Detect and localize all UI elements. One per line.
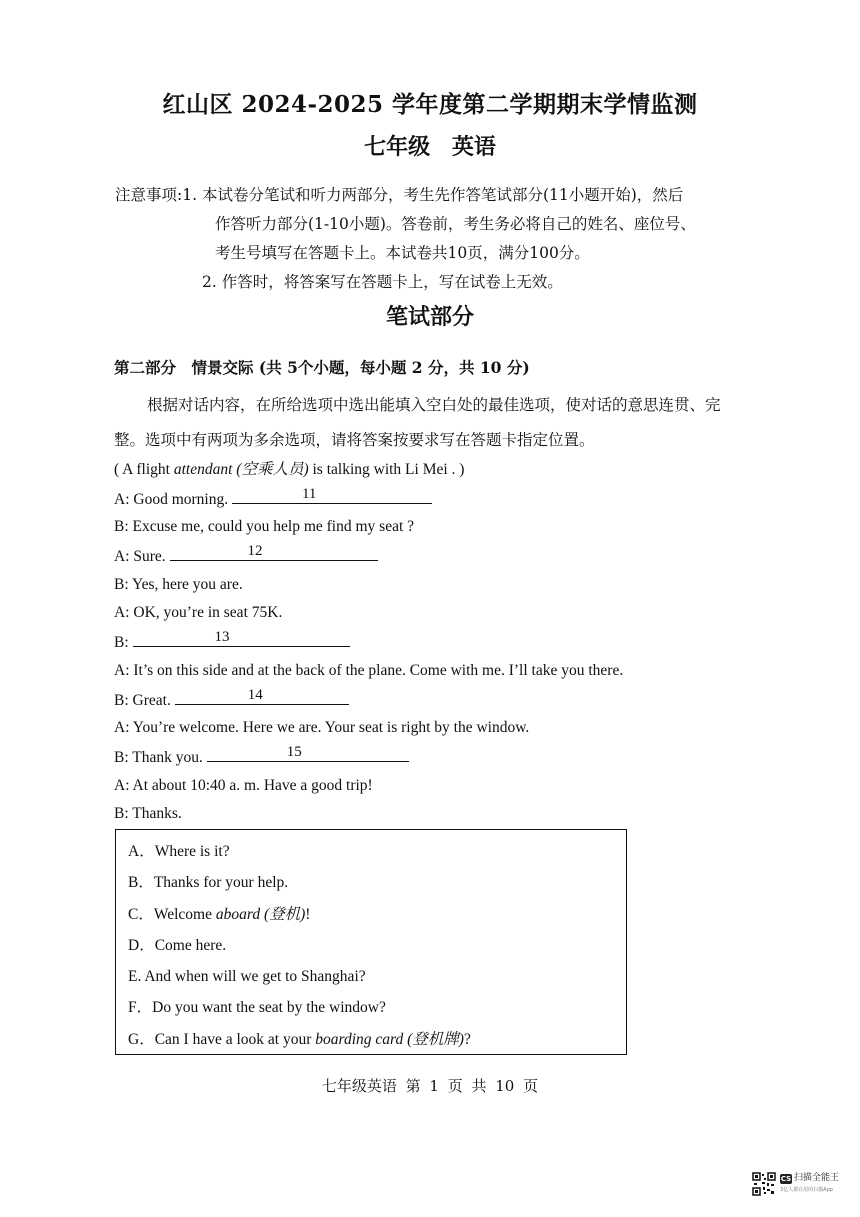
- dialogue-line: [114, 714, 754, 743]
- dialogue-context: [114, 456, 754, 485]
- dialogue-text: B: Thank you.: [114, 748, 207, 766]
- option-e: E. And when will we get to Shanghai?: [128, 968, 366, 986]
- option-a: A．Where is it?: [128, 843, 230, 860]
- blank-number: 13: [214, 629, 230, 646]
- answer-blank: [232, 485, 432, 504]
- option-g-term: boarding card (登机牌): [315, 1030, 464, 1048]
- dialogue: [114, 456, 754, 829]
- blank-number: 15: [286, 743, 302, 760]
- dialogue-text: A: You’re welcome. Here we are. Your seat is right by the window.: [114, 719, 530, 737]
- scanner-app-name: 扫描全能王: [794, 1173, 840, 1183]
- dialogue-text: A: OK, you’re in seat 75K.: [114, 604, 283, 622]
- exam-subtitle: 七年级 英语: [364, 134, 496, 160]
- dialogue-lines: [114, 485, 754, 829]
- blank-number: 14: [247, 686, 263, 703]
- page-footer: 七年级英语 第 1 页 共 10 页: [321, 1077, 539, 1095]
- dialogue-line: [114, 628, 754, 657]
- dialogue-line: [114, 657, 754, 686]
- answer-blank: [133, 628, 350, 647]
- blank-number: 12: [247, 543, 263, 560]
- option-f: F．Do you want the seat by the window?: [128, 999, 386, 1017]
- context-term: attendant (空乘人员): [173, 461, 309, 478]
- dialogue-line: [114, 599, 754, 628]
- dialogue-text: B: Great.: [114, 691, 175, 709]
- dialogue-line: [114, 485, 754, 514]
- dialogue-line: [114, 686, 754, 715]
- dialogue-line: [114, 743, 754, 772]
- answer-blank: [175, 686, 349, 705]
- context-post: is talking with Li Mei . ): [308, 461, 465, 478]
- dialogue-line: [114, 542, 754, 571]
- dialogue-text: A: It’s on this side and at the back of the plane. Come with me. I’ll take you there.: [114, 661, 624, 679]
- option-c-end: !: [305, 905, 311, 923]
- notice-block: [115, 181, 755, 297]
- option-g-end: ?: [463, 1030, 471, 1048]
- scanner-app-tagline: 3亿人都在用的扫描App: [780, 1187, 833, 1193]
- option-c-text: C．Welcome: [128, 905, 216, 923]
- dialogue-text: A: At about 10:40 a. m. Have a good trip!: [114, 776, 373, 794]
- scanner-badge: [752, 1172, 844, 1198]
- dialogue-text: A: Sure.: [114, 548, 170, 566]
- dialogue-text: A: Good morning.: [114, 490, 232, 508]
- dialogue-text: B: Thanks.: [114, 805, 182, 823]
- dialogue-text: B: Excuse me, could you help me find my seat ?: [114, 518, 415, 536]
- dialogue-line: [114, 772, 754, 801]
- answer-blank: [170, 542, 378, 561]
- cs-logo-icon: CS: [780, 1175, 792, 1183]
- option-g-text: G．Can I have a look at your: [128, 1030, 316, 1048]
- option-d: D．Come here.: [128, 936, 227, 954]
- dialogue-line: [114, 571, 754, 600]
- notice-line-1: 注意事项:1. 本试卷分笔试和听力两部分，考生先作答笔试部分(11小题开始)，然后: [115, 186, 684, 204]
- qr-code-icon: [752, 1172, 776, 1196]
- option-g: [116, 1024, 626, 1055]
- option-b: B．Thanks for your help.: [128, 874, 289, 892]
- notice-line-3: 考生号填写在答题卡上。本试卷共10页，满分100分。: [215, 244, 590, 262]
- answer-blank: [207, 743, 409, 762]
- context-pre: ( A flight: [114, 461, 174, 478]
- option-c-term: aboard (登机): [215, 905, 306, 923]
- blank-number: 11: [301, 485, 317, 502]
- part-title: 第二部分 情景交际 (共 5个小题，每小题 2 分，共 10 分): [114, 358, 530, 377]
- dialogue-line: [114, 513, 754, 542]
- dialogue-text: B:: [114, 634, 133, 652]
- exam-title: 红山区 2024-2025 学年度第二学期期末学情监测: [162, 91, 698, 118]
- part-instruction: 根据对话内容，在所给选项中选出能填入空白处的最佳选项，使对话的意思连贯、完整。选项中有两项为多余选项，请将答案按要求写在答题卡指定位置。: [114, 396, 721, 449]
- notice-line-4: 2. 作答时，将答案写在答题卡上，写在试卷上无效。: [202, 273, 563, 291]
- dialogue-text: B: Yes, here you are.: [114, 575, 243, 593]
- section-title: 笔试部分: [385, 304, 474, 330]
- option-c: [116, 899, 626, 930]
- notice-line-2: 作答听力部分(1-10小题)。答卷前，考生务必将自己的姓名、座位号、: [215, 215, 696, 233]
- dialogue-line: [114, 800, 754, 829]
- options-box: [115, 829, 627, 1055]
